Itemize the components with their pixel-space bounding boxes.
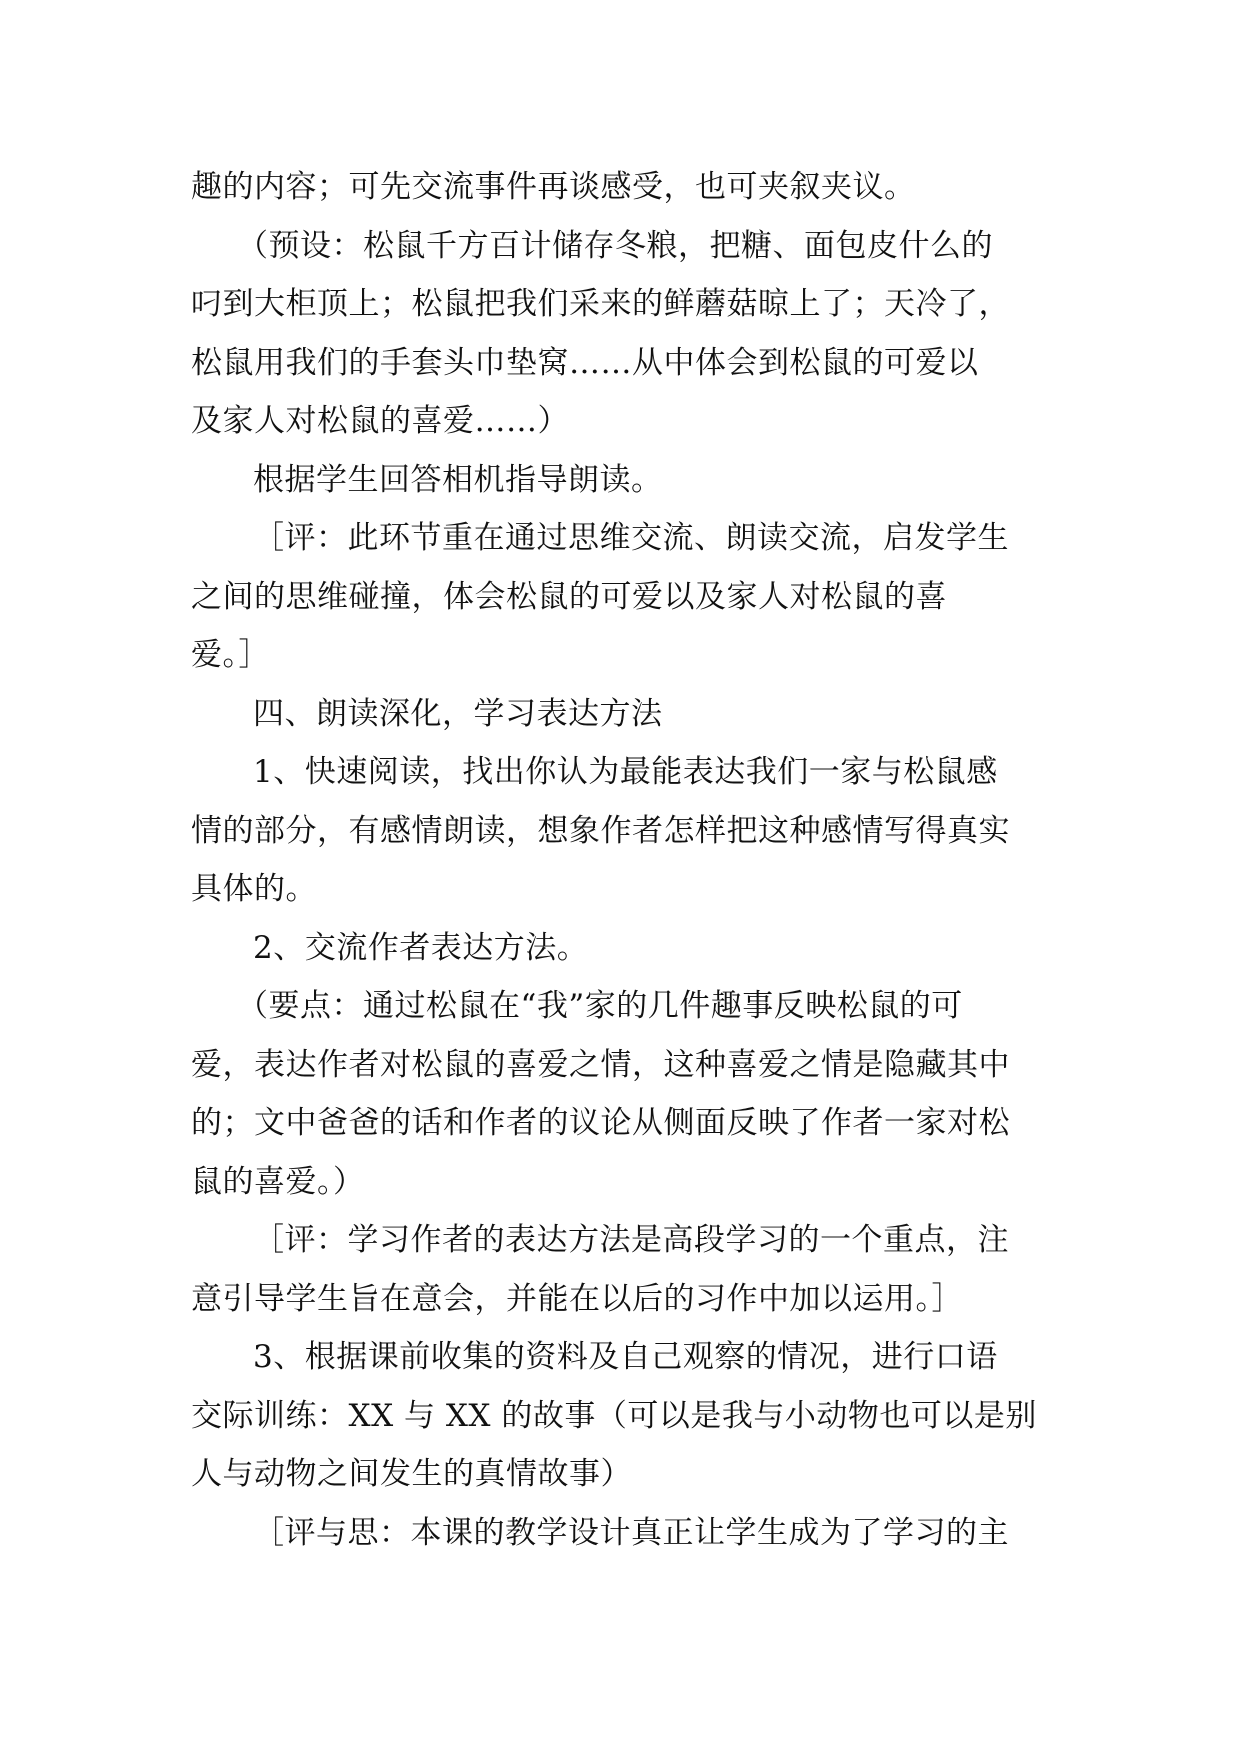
text-line: 意引导学生旨在意会，并能在以后的习作中加以运用。］ [191, 1280, 963, 1317]
text-line: 爱，表达作者对松鼠的喜爱之情，这种喜爱之情是隐藏其中 [191, 1046, 1010, 1083]
text-line: ［评：学习作者的表达方法是高段学习的一个重点，注 [253, 1222, 1009, 1258]
text-line: 及家人对松鼠的喜爱……） [191, 403, 569, 439]
text-line: 爱。］ [191, 637, 270, 673]
text-line: 之间的思维碰撞，体会松鼠的可爱以及家人对松鼠的喜 [191, 578, 947, 615]
text-line: 情的部分，有感情朗读，想象作者怎样把这种感情写得真实 [191, 812, 1010, 849]
text-line: 交际训练：XX 与 XX 的故事（可以是我与小动物也可以是别 [191, 1397, 1037, 1434]
text-line: （预设：松鼠千方百计储存冬粮，把糖、面包皮什么的 [237, 227, 993, 264]
text-line: ［评：此环节重在通过思维交流、朗读交流，启发学生 [253, 520, 1009, 556]
text-line: 1、快速阅读，找出你认为最能表达我们一家与松鼠感 [253, 754, 998, 790]
text-line: 具体的。 [191, 871, 317, 907]
text-line: （要点：通过松鼠在“我”家的几件趣事反映松鼠的可 [237, 988, 963, 1024]
text-line: 3、根据课前收集的资料及自己观察的情况，进行口语 [253, 1339, 998, 1375]
text-line: 松鼠用我们的手套头巾垫窝……从中体会到松鼠的可爱以 [191, 344, 979, 381]
document-body [191, 158, 1051, 1562]
text-line: 人与动物之间发生的真情故事） [191, 1456, 632, 1492]
text-line: 叼到大柜顶上；松鼠把我们采来的鲜蘑菇晾上了；天冷了， [191, 286, 1010, 322]
text-line: 的；文中爸爸的话和作者的议论从侧面反映了作者一家对松 [191, 1105, 1010, 1141]
text-line: 2、交流作者表达方法。 [253, 929, 589, 966]
text-line: ［评与思：本课的教学设计真正让学生成为了学习的主 [253, 1514, 1009, 1551]
text-line: 根据学生回答相机指导朗读。 [253, 461, 663, 498]
text-line: 鼠的喜爱。） [191, 1163, 365, 1200]
section-heading: 四、朗读深化，学习表达方法 [253, 695, 663, 732]
text-line: 趣的内容；可先交流事件再谈感受，也可夹叙夹议。 [191, 169, 916, 205]
